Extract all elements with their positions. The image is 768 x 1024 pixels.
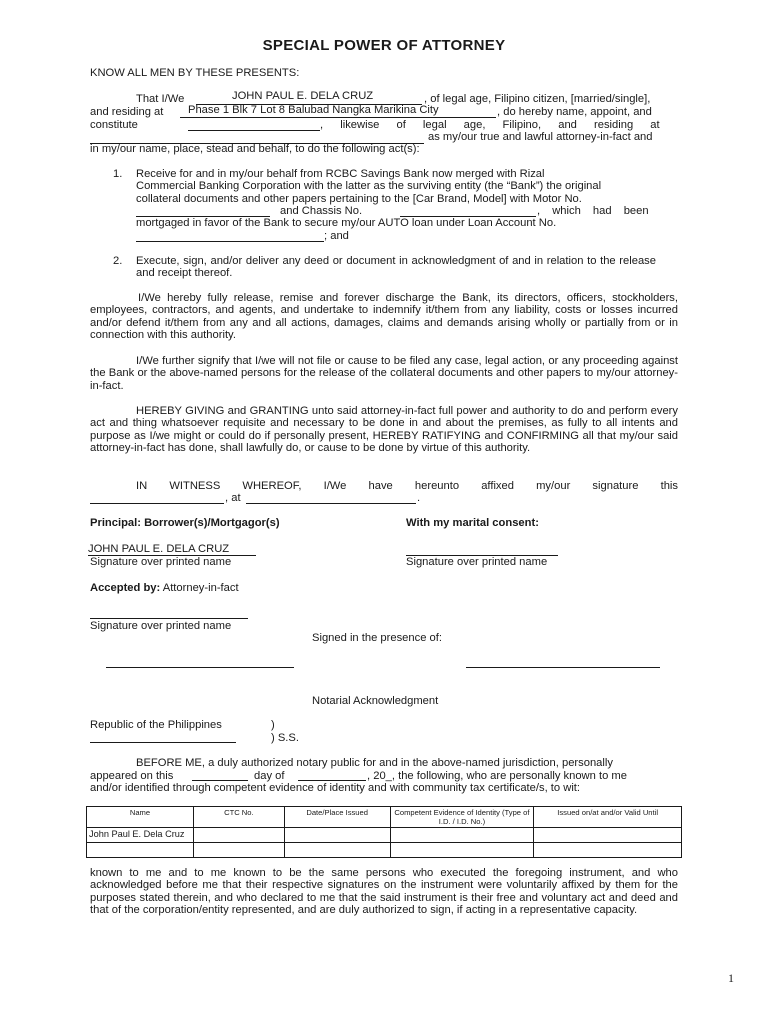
witness2-signature-line — [466, 667, 660, 668]
further-paragraph: I/We further signify that I/we will not file or cause to be filed any case, legal action, or any proceeding against the Bank or the above-named persons for the release of the collateral documents and other papers to my/our attorney-in-fact. — [90, 355, 678, 392]
principal-name-field: JOHN PAUL E. DELA CRUZ — [232, 90, 374, 102]
item1-chassis-label: and Chassis No. — [280, 205, 363, 217]
para1-last-line: in my/our name, place, stead and behalf, to do the following act(s): — [90, 143, 420, 155]
accepted-by-label: Accepted by: — [90, 582, 161, 594]
identity-table-header — [87, 807, 682, 828]
marital-consent-label: With my marital consent: — [406, 517, 539, 529]
accepted-by-line — [90, 582, 239, 594]
before-me-year: , 20_, the following, who are personally known to me — [367, 770, 627, 782]
before-me-line1: BEFORE ME, a duly authorized notary public for and in the above-named jurisdiction, personally — [136, 757, 613, 769]
table-cell-ctc — [193, 843, 284, 858]
attorney-name-blank — [188, 130, 320, 131]
table-cell-name: John Paul E. Dela Cruz — [87, 828, 194, 843]
identity-table — [86, 806, 682, 858]
ss-label: ) S.S. — [271, 732, 299, 744]
attorney-sig-caption: Signature over printed name — [90, 620, 232, 632]
table-row — [87, 843, 682, 858]
para1-as-my: as my/our true and lawful attorney-in-fact and — [428, 131, 653, 143]
notary-month-blank — [298, 780, 366, 781]
table-cell-valid-until — [534, 843, 682, 858]
item1-which-had: , which had been — [537, 205, 649, 217]
before-me-day-of: day of — [254, 770, 285, 782]
that-label: That I/We — [136, 93, 185, 105]
item1-line1: Receive for and in my/our behalf from RCBC Savings Bank now merged with Rizal — [136, 168, 545, 180]
witness-line: IN WITNESS WHEREOF, I/We have hereunto affixed my/our signature this — [136, 480, 678, 492]
table-cell-date-place — [284, 828, 390, 843]
venue-city-blank — [90, 742, 236, 743]
residing-label: and residing at — [90, 106, 164, 118]
accepted-by-role: Attorney-in-fact — [160, 582, 239, 594]
witness-end: . — [417, 492, 421, 504]
table-cell-evidence — [390, 828, 534, 843]
item1-line3: collateral documents and other papers pertaining to the [Car Brand, Model] with Motor No. — [136, 193, 582, 205]
page-number: 1 — [728, 971, 734, 985]
para1-after-name: , of legal age, Filipino citizen, [married/single], — [424, 93, 651, 105]
notarial-heading: Notarial Acknowledgment — [312, 695, 439, 707]
para1-after-address: , do hereby name, appoint, and — [497, 106, 652, 118]
col-name-header: Name — [87, 807, 194, 828]
attorney-signature-line — [90, 618, 248, 619]
table-cell-valid-until — [534, 828, 682, 843]
notary-day-blank — [192, 780, 248, 781]
col-evidence-header: Competent Evidence of Identity (Type of I.D. / I.D. No.) — [390, 807, 534, 828]
constitute-label: constitute — [90, 119, 138, 131]
closing-paragraph: known to me and to me known to be the same persons who executed the foregoing instrument, and who acknowledged before me that their respective signatures on the instrument were voluntarily affixed by them for the purposes stated therein, and who declared to me that the said instrument is their free and voluntary act and deed and that of the corporation/entity represented, and are duly authorized to sign, if acting in a representative capacity. — [90, 867, 678, 917]
table-cell-evidence — [390, 843, 534, 858]
item1-and: ; and — [324, 230, 349, 242]
col-ctc-header: CTC No. — [193, 807, 284, 828]
table-cell-date-place — [284, 843, 390, 858]
spouse-sig-caption: Signature over printed name — [406, 556, 548, 568]
principal-printed-name: JOHN PAUL E. DELA CRUZ — [88, 543, 230, 555]
witness-place-blank — [246, 503, 416, 504]
address-underline — [180, 117, 496, 118]
table-cell-ctc — [193, 828, 284, 843]
republic-label: Republic of the Philippines — [90, 719, 222, 731]
item2-number: 2. — [113, 255, 123, 267]
item2-text: Execute, sign, and/or deliver any deed or document in acknowledgment of and in relation to the release and receipt thereof. — [136, 255, 656, 280]
witness-date-blank — [90, 503, 224, 504]
table-cell-name — [87, 843, 194, 858]
release-paragraph: I/We hereby fully release, remise and forever discharge the Bank, its directors, officers, stockholders, employees, contractors, and agents, and undertake to indemnify it/them from any liability, costs or losses incurred and/or defend it/them from any and all actions, damages, claims and demands arising wholly or partially from or in connection with this authority. — [90, 292, 678, 342]
venue-paren: ) — [271, 719, 275, 731]
witness1-signature-line — [106, 667, 294, 668]
item1-number: 1. — [113, 168, 123, 180]
principal-sig-caption: Signature over printed name — [90, 556, 232, 568]
hereby-paragraph: HEREBY GIVING and GRANTING unto said attorney-in-fact full power and authority to do and perform every act and thing whatsoever requisite and necessary to be done in and about the premises, as fully to all intents and purpose as I/we might or could do if personally present, HEREBY RATIFYING and CONFIRMING all that my/our said attorney-in-fact has done, shall lawfully do, or cause to be done by virtue of this authority. — [90, 405, 678, 455]
intro-line: KNOW ALL MEN BY THESE PRESENTS: — [90, 67, 300, 79]
presence-label: Signed in the presence of: — [312, 632, 442, 644]
witness-at: , at — [225, 492, 241, 504]
before-me-appeared: appeared on this — [90, 770, 174, 782]
address-field: Phase 1 Blk 7 Lot 8 Balubad Nangka Marikina City — [188, 104, 439, 116]
principal-label: Principal: Borrower(s)/Mortgagor(s) — [90, 517, 280, 529]
before-me-line3: and/or identified through competent evidence of identity and with community tax certificate/s, to wit: — [90, 782, 581, 794]
item1-line2: Commercial Banking Corporation with the latter as the surviving entity (the “Bank”) the original — [136, 180, 602, 192]
loan-account-blank — [136, 241, 324, 242]
document-title: SPECIAL POWER OF ATTORNEY — [262, 37, 506, 54]
para1-likewise: , likewise of legal age, Filipino, and residing at — [320, 119, 660, 131]
col-valid-until-header: Issued on/at and/or Valid Until — [534, 807, 682, 828]
item1-line5: mortgaged in favor of the Bank to secure my/our AUTO loan under Loan Account No. — [136, 217, 557, 229]
table-row — [87, 828, 682, 843]
col-date-place-header: Date/Place Issued — [284, 807, 390, 828]
